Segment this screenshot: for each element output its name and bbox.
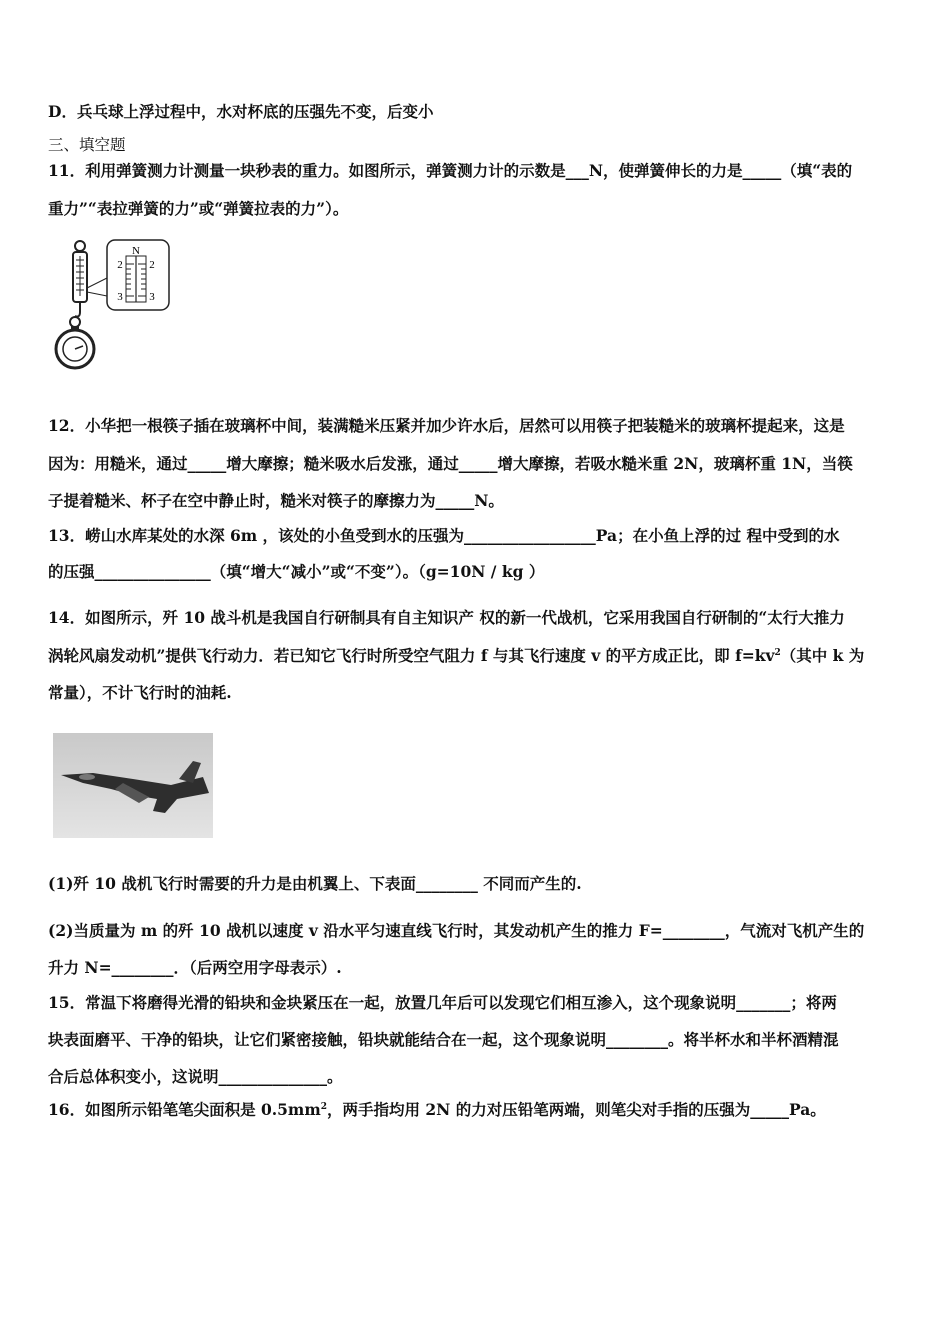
- q12-line2: 因为：用糙米，通过_____增大摩擦；糙米吸水后发涨，通过_____增大摩擦，若吸水糙米重 2N，玻璃杯重 1N，当筷: [48, 454, 853, 473]
- q14-sub2-line1: (2)当质量为 m 的歼 10 战机以速度 v 沿水平匀速直线飞行时，其发动机产生的推力 F=________，气流对飞机产生的: [48, 921, 865, 940]
- scale-unit-label: N: [132, 245, 140, 257]
- q14-line2: 涡轮风扇发动机”提供飞行动力．若已知它飞行时所受空气阻力 f 与其飞行速度 v 的平方成正比，即 $f=kv^2$（其中 k 为: [48, 646, 865, 665]
- q11-line1: 11．利用弹簧测力计测量一块秒表的重力。如图所示，弹簧测力计的示数是___N，使弹簧伸长的力是_____（填“表的: [48, 161, 853, 180]
- q12-line1: 12．小华把一根筷子插在玻璃杯中间，装满糙米压紧并加少许水后，居然可以用筷子把装糙米的玻璃杯提起来，这是: [48, 416, 845, 435]
- q13-line2: 的压强_______________（填“增大“减小”或“不变”）。（g=10N / kg ）: [48, 562, 545, 581]
- q15-line3: 合后总体积变小，这说明______________。: [48, 1067, 343, 1086]
- q12-line3: 子提着糙米、杯子在空中静止时，糙米对筷子的摩擦力为_____N。: [48, 491, 504, 510]
- option-d: D．兵乓球上浮过程中，水对杯底的压强先不变，后变小: [48, 102, 434, 121]
- scale-left-bottom: 3: [117, 291, 123, 303]
- q14-sub1: (1)歼 10 战机飞行时需要的升力是由机翼上、下表面________ 不同而产生的.: [48, 874, 582, 893]
- q13-line1: 13．崂山水库某处的水深 6m ，该处的小鱼受到水的压强为_________________Pa；在小鱼上浮的过 程中受到的水: [48, 526, 840, 545]
- section-title: 三、填空题: [48, 136, 126, 154]
- q14-sub2-line2: 升力 N=________．（后两空用字母表示）.: [48, 958, 342, 977]
- q15-line2: 块表面磨平、干净的铅块，让它们紧密接触，铅块就能结合在一起，这个现象说明________。将半杯水和半杯酒精混: [48, 1030, 839, 1049]
- spring-scale-figure: [50, 238, 180, 370]
- scale-right-top: 2: [149, 259, 155, 271]
- scale-right-bottom: 3: [149, 291, 155, 303]
- q16-line1: 16．如图所示铅笔笔尖面积是 $0.5mm^2$，两手指均用 2N 的力对压铅笔两端，则笔尖对手指的压强为_____Pa。: [48, 1100, 826, 1119]
- q11-line2: 重力”“表拉弹簧的力”或“弹簧拉表的力”）。: [48, 199, 349, 218]
- q14-line3: 常量），不计飞行时的油耗.: [48, 683, 232, 702]
- scale-left-top: 2: [117, 259, 123, 271]
- fighter-jet-photo: [53, 733, 213, 838]
- q15-line1: 15．常温下将磨得光滑的铅块和金块紧压在一起，放置几年后可以发现它们相互渗入，这个现象说明_______；将两: [48, 993, 837, 1012]
- q14-line1: 14．如图所示，歼 10 战斗机是我国自行研制具有自主知识产 权的新一代战机，它采用我国自行研制的“太行大推力: [48, 608, 845, 627]
